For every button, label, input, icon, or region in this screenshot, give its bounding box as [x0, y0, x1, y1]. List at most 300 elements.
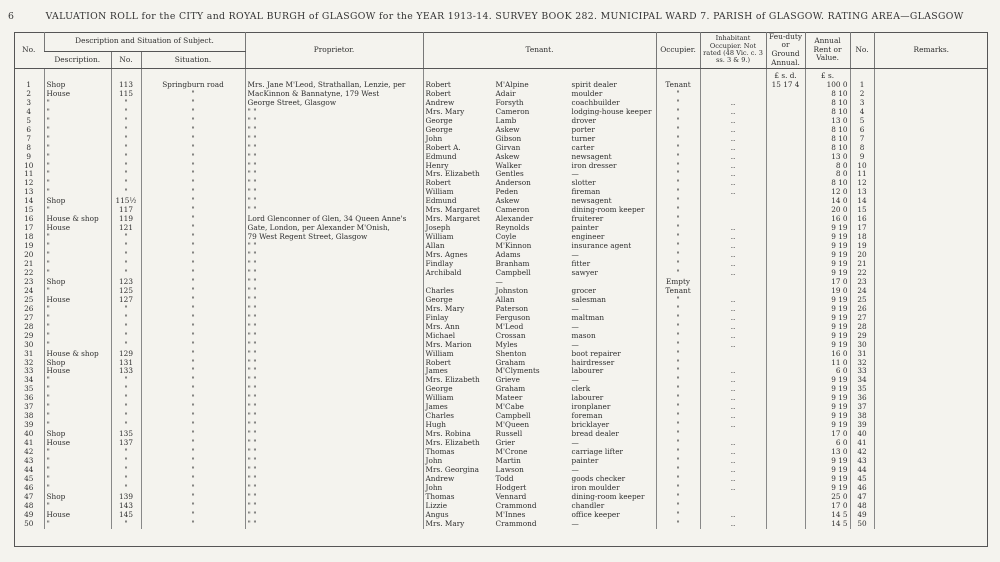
- row-number-right: 37: [850, 403, 874, 412]
- feu-duty-cell: [766, 385, 805, 394]
- remarks-cell: [874, 90, 988, 99]
- row-number-right: 26: [850, 305, 874, 314]
- description-cell: ": [44, 403, 111, 412]
- tenant-cell: [423, 170, 656, 179]
- situation-cell: ": [141, 206, 245, 215]
- house-number-cell: 115: [111, 90, 141, 99]
- occupier-cell: ": [656, 224, 700, 233]
- row-number: 50: [24, 519, 34, 528]
- row-number-right: 34: [850, 376, 874, 385]
- table-row: [14, 278, 988, 287]
- proprietor-cell: " ": [245, 188, 423, 197]
- house-number-cell: 143: [111, 502, 141, 511]
- description-cell: ": [44, 448, 111, 457]
- tenant-forename: Robert: [425, 89, 451, 98]
- proprietor-cell: " ": [245, 170, 423, 179]
- row-number: 36: [24, 394, 34, 403]
- tenant-surname: M'Cabe: [495, 403, 524, 412]
- row-number: 47: [24, 492, 34, 501]
- occupier-cell: ": [656, 439, 700, 448]
- table-row: [14, 242, 988, 251]
- row-number-right: 40: [850, 430, 874, 439]
- inhabitant-cell: ..: [700, 394, 766, 403]
- house-number-cell: ": [111, 260, 141, 269]
- description-cell: ": [44, 179, 111, 188]
- house-number-cell: ": [111, 135, 141, 144]
- col-occupier: Occupier.: [656, 32, 700, 69]
- remarks-cell: [874, 341, 988, 350]
- proprietor-cell: " ": [245, 162, 423, 171]
- inhabitant-cell: ..: [700, 233, 766, 242]
- inhabitant-cell: ..: [700, 135, 766, 144]
- table-row: [14, 99, 988, 108]
- house-number-cell: ": [111, 520, 141, 529]
- situation-cell: ": [141, 350, 245, 359]
- occupier-cell: ": [656, 170, 700, 179]
- situation-cell: Springburn road: [141, 81, 245, 90]
- inhabitant-cell: [700, 502, 766, 511]
- table-row: [14, 126, 988, 135]
- description-cell: Shop: [44, 359, 111, 368]
- occupier-cell: ": [656, 430, 700, 439]
- remarks-cell: [874, 439, 988, 448]
- tenant-surname: M'Queen: [495, 421, 530, 430]
- feu-duty-cell: [766, 188, 805, 197]
- tenant-cell: [423, 251, 656, 260]
- feu-units: £ s. d.: [766, 69, 805, 81]
- table-row: [14, 90, 988, 99]
- table-row: [14, 412, 988, 421]
- proprietor-cell: " ": [245, 403, 423, 412]
- row-number: 14: [24, 197, 34, 206]
- tenant-cell: [423, 126, 656, 135]
- row-number-right: 23: [850, 278, 874, 287]
- table-row: [14, 197, 988, 206]
- table-row: [14, 511, 988, 520]
- inhabitant-cell: ..: [700, 224, 766, 233]
- tenant-cell: [423, 466, 656, 475]
- feu-duty-cell: [766, 484, 805, 493]
- description-cell: Shop: [44, 430, 111, 439]
- situation-cell: ": [141, 242, 245, 251]
- tenant-surname: Todd: [495, 474, 514, 483]
- remarks-cell: [874, 305, 988, 314]
- row-number: 26: [24, 304, 34, 313]
- situation-cell: ": [141, 117, 245, 126]
- proprietor-cell: Mrs. Jane M'Leod, Strathallan, Lenzie, per: [245, 81, 423, 90]
- inhabitant-cell: ..: [700, 314, 766, 323]
- occupier-cell: ": [656, 493, 700, 502]
- tenant-cell: [423, 502, 656, 511]
- feu-duty-cell: [766, 162, 805, 171]
- row-number-right: 1: [850, 81, 874, 90]
- remarks-cell: [874, 251, 988, 260]
- situation-cell: ": [141, 484, 245, 493]
- row-number-right: 9: [850, 153, 874, 162]
- remarks-cell: [874, 430, 988, 439]
- row-number-right: 47: [850, 493, 874, 502]
- inhabitant-cell: ..: [700, 170, 766, 179]
- remarks-cell: [874, 179, 988, 188]
- tenant-occupation: drover: [571, 116, 597, 125]
- row-number-right: 19: [850, 242, 874, 251]
- tenant-occupation: boot repairer: [571, 349, 621, 358]
- tenant-forename: Robert: [425, 179, 451, 188]
- situation-cell: ": [141, 188, 245, 197]
- tenant-occupation: carriage lifter: [571, 448, 624, 457]
- annual-rent-cell: 100 0: [805, 81, 850, 90]
- description-cell: ": [44, 251, 111, 260]
- tenant-occupation: office keeper: [571, 510, 620, 519]
- tenant-occupation: —: [571, 170, 579, 179]
- tenant-cell: [423, 332, 656, 341]
- remarks-cell: [874, 278, 988, 287]
- table-row: [14, 81, 988, 90]
- house-number-cell: ": [111, 305, 141, 314]
- annual-rent-cell: 9 19: [805, 403, 850, 412]
- occupier-cell: ": [656, 412, 700, 421]
- tenant-surname: Vennard: [495, 492, 527, 501]
- tenant-occupation: insurance agent: [571, 242, 632, 251]
- tenant-forename: George: [425, 295, 453, 304]
- annual-rent-cell: 17 0: [805, 502, 850, 511]
- row-number: 19: [24, 242, 34, 251]
- tenant-forename: Mrs. Margaret: [425, 215, 480, 224]
- row-number-right: 29: [850, 332, 874, 341]
- tenant-cell: [423, 511, 656, 520]
- tenant-forename: Mrs. Ann: [425, 322, 460, 331]
- feu-duty-cell: [766, 260, 805, 269]
- situation-cell: ": [141, 323, 245, 332]
- description-cell: ": [44, 287, 111, 296]
- feu-duty-cell: [766, 493, 805, 502]
- row-number-right: 4: [850, 108, 874, 117]
- remarks-cell: [874, 233, 988, 242]
- feu-duty-cell: [766, 475, 805, 484]
- annual-rent-cell: 17 0: [805, 430, 850, 439]
- proprietor-cell: " ": [245, 153, 423, 162]
- table-row: [14, 457, 988, 466]
- inhabitant-cell: ..: [700, 242, 766, 251]
- occupier-cell: ": [656, 162, 700, 171]
- annual-rent-cell: 9 19: [805, 242, 850, 251]
- tenant-cell: [423, 475, 656, 484]
- house-number-cell: ": [111, 314, 141, 323]
- table-row: [14, 394, 988, 403]
- table-row: [14, 466, 988, 475]
- house-number-cell: ": [111, 385, 141, 394]
- situation-cell: ": [141, 359, 245, 368]
- tenant-forename: Charles: [425, 412, 455, 421]
- row-number: 8: [26, 143, 32, 152]
- tenant-occupation: —: [571, 251, 579, 260]
- row-number: 30: [24, 340, 34, 349]
- house-number-cell: 119: [111, 215, 141, 224]
- house-number-cell: ": [111, 233, 141, 242]
- col-annual-rent: Annual Rent or Value.: [805, 32, 850, 69]
- inhabitant-cell: [700, 206, 766, 215]
- tenant-forename: James: [425, 367, 448, 376]
- row-number: 31: [24, 349, 34, 358]
- row-number-right: 33: [850, 367, 874, 376]
- tenant-surname: Martin: [495, 456, 521, 465]
- situation-cell: ": [141, 493, 245, 502]
- remarks-cell: [874, 403, 988, 412]
- tenant-cell: [423, 421, 656, 430]
- occupier-cell: ": [656, 376, 700, 385]
- situation-cell: ": [141, 314, 245, 323]
- tenant-forename: Mrs. Elizabeth: [425, 170, 480, 179]
- proprietor-cell: " ": [245, 135, 423, 144]
- inhabitant-cell: ..: [700, 188, 766, 197]
- inhabitant-cell: ..: [700, 439, 766, 448]
- tenant-forename: Mrs. Elizabeth: [425, 376, 480, 385]
- proprietor-cell: " ": [245, 179, 423, 188]
- occupier-cell: ": [656, 367, 700, 376]
- description-cell: ": [44, 466, 111, 475]
- inhabitant-cell: ..: [700, 251, 766, 260]
- remarks-cell: [874, 188, 988, 197]
- row-number-right: 3: [850, 99, 874, 108]
- row-number-right: 14: [850, 197, 874, 206]
- remarks-cell: [874, 466, 988, 475]
- inhabitant-cell: ..: [700, 99, 766, 108]
- row-number-right: 6: [850, 126, 874, 135]
- feu-duty-cell: [766, 197, 805, 206]
- proprietor-cell: " ": [245, 439, 423, 448]
- feu-duty-cell: [766, 117, 805, 126]
- tenant-occupation: spirit dealer: [571, 80, 617, 89]
- tenant-forename: Mrs. Mary: [425, 304, 465, 313]
- occupier-cell: ": [656, 511, 700, 520]
- row-number-right: 5: [850, 117, 874, 126]
- tenant-forename: Joseph: [425, 224, 451, 233]
- occupier-cell: Empty: [656, 278, 700, 287]
- occupier-cell: ": [656, 90, 700, 99]
- remarks-cell: [874, 126, 988, 135]
- table-row: [14, 206, 988, 215]
- feu-duty-cell: [766, 215, 805, 224]
- tenant-occupation: goods checker: [571, 474, 626, 483]
- table-row: [14, 439, 988, 448]
- tenant-forename: George: [425, 116, 453, 125]
- remarks-cell: [874, 367, 988, 376]
- feu-duty-cell: [766, 287, 805, 296]
- annual-rent-cell: 8 10: [805, 126, 850, 135]
- description-cell: ": [44, 412, 111, 421]
- inhabitant-cell: ..: [700, 412, 766, 421]
- proprietor-cell: " ": [245, 394, 423, 403]
- inhabitant-cell: ..: [700, 260, 766, 269]
- occupier-cell: ": [656, 475, 700, 484]
- row-number: 17: [24, 224, 34, 233]
- situation-cell: ": [141, 278, 245, 287]
- tenant-forename: Charles: [425, 286, 455, 295]
- tenant-occupation: fitter: [571, 260, 591, 269]
- description-cell: Shop: [44, 493, 111, 502]
- situation-cell: ": [141, 162, 245, 171]
- table-row: [14, 367, 988, 376]
- tenant-surname: Graham: [495, 385, 526, 394]
- row-number-right: 7: [850, 135, 874, 144]
- row-number: 21: [24, 260, 34, 269]
- tenant-cell: [423, 179, 656, 188]
- occupier-cell: ": [656, 305, 700, 314]
- annual-rent-cell: 8 10: [805, 135, 850, 144]
- tenant-forename: Hugh: [425, 421, 446, 430]
- house-number-cell: ": [111, 162, 141, 171]
- description-cell: House: [44, 511, 111, 520]
- situation-cell: ": [141, 170, 245, 179]
- remarks-cell: [874, 215, 988, 224]
- tenant-surname: Walker: [495, 161, 522, 170]
- situation-cell: ": [141, 135, 245, 144]
- situation-cell: ": [141, 269, 245, 278]
- description-cell: House & shop: [44, 350, 111, 359]
- table-row: [14, 502, 988, 511]
- row-number: 4: [26, 107, 32, 116]
- feu-duty-cell: [766, 126, 805, 135]
- tenant-cell: [423, 153, 656, 162]
- col-inhabitant-occupier: Inhabitant Occupier. Not rated (48 Vic. c. 3 ss. 3 & 9.): [700, 32, 766, 69]
- inhabitant-cell: [700, 278, 766, 287]
- remarks-cell: [874, 162, 988, 171]
- tenant-forename: Michael: [425, 331, 456, 340]
- occupier-cell: ": [656, 359, 700, 368]
- situation-cell: ": [141, 376, 245, 385]
- feu-duty-cell: [766, 278, 805, 287]
- tenant-cell: [423, 520, 656, 529]
- annual-rent-cell: 14 5: [805, 520, 850, 529]
- inhabitant-cell: ..: [700, 466, 766, 475]
- remarks-cell: [874, 457, 988, 466]
- tenant-forename: George: [425, 125, 453, 134]
- tenant-forename: William: [425, 188, 454, 197]
- annual-rent-cell: 9 19: [805, 376, 850, 385]
- tenant-forename: John: [425, 456, 443, 465]
- tenant-surname: M'Leod: [495, 322, 524, 331]
- feu-duty-cell: [766, 314, 805, 323]
- occupier-cell: ": [656, 323, 700, 332]
- row-number-right: 2: [850, 90, 874, 99]
- tenant-occupation: fruiterer: [571, 215, 604, 224]
- annual-rent-cell: 9 19: [805, 457, 850, 466]
- row-number-right: 32: [850, 359, 874, 368]
- tenant-surname: Coyle: [495, 233, 517, 242]
- remarks-cell: [874, 206, 988, 215]
- situation-cell: ": [141, 520, 245, 529]
- annual-rent-cell: 12 0: [805, 188, 850, 197]
- proprietor-cell: " ": [245, 332, 423, 341]
- row-number-right: 39: [850, 421, 874, 430]
- page-number: 6: [8, 11, 15, 22]
- house-number-cell: 129: [111, 350, 141, 359]
- row-number: 39: [24, 421, 34, 430]
- occupier-cell: ": [656, 296, 700, 305]
- row-number: 20: [24, 251, 34, 260]
- table-row: [14, 359, 988, 368]
- situation-cell: ": [141, 215, 245, 224]
- row-number-right: 22: [850, 269, 874, 278]
- house-number-cell: ": [111, 421, 141, 430]
- table-row: [14, 188, 988, 197]
- tenant-occupation: painter: [571, 224, 599, 233]
- tenant-occupation: porter: [571, 125, 595, 134]
- proprietor-cell: Lord Glenconner of Glen, 34 Queen Anne's: [245, 215, 423, 224]
- occupier-cell: ": [656, 126, 700, 135]
- remarks-cell: [874, 385, 988, 394]
- col-no: No.: [14, 32, 44, 69]
- tenant-cell: [423, 359, 656, 368]
- remarks-cell: [874, 421, 988, 430]
- annual-rent-cell: 8 0: [805, 170, 850, 179]
- house-number-cell: ": [111, 457, 141, 466]
- inhabitant-cell: [700, 287, 766, 296]
- tenant-surname: Gibson: [495, 134, 522, 143]
- feu-duty-cell: [766, 403, 805, 412]
- description-cell: ": [44, 242, 111, 251]
- table-row: [14, 350, 988, 359]
- feu-duty-cell: [766, 305, 805, 314]
- house-number-cell: 121: [111, 224, 141, 233]
- row-number-right: 41: [850, 439, 874, 448]
- tenant-cell: [423, 144, 656, 153]
- situation-cell: ": [141, 108, 245, 117]
- table-row: [14, 376, 988, 385]
- row-number: 16: [24, 215, 34, 224]
- occupier-cell: ": [656, 448, 700, 457]
- description-cell: ": [44, 332, 111, 341]
- inhabitant-cell: ..: [700, 403, 766, 412]
- tenant-surname: Alexander: [495, 215, 534, 224]
- annual-rent-cell: 8 10: [805, 179, 850, 188]
- tenant-forename: Allan: [425, 242, 445, 251]
- house-number-cell: 145: [111, 511, 141, 520]
- proprietor-cell: " ": [245, 511, 423, 520]
- remarks-cell: [874, 448, 988, 457]
- remarks-cell: [874, 260, 988, 269]
- tenant-surname: Paterson: [495, 304, 529, 313]
- description-cell: ": [44, 233, 111, 242]
- tenant-occupation: newsagent: [571, 197, 612, 206]
- table-row: [14, 385, 988, 394]
- annual-rent-cell: 9 19: [805, 305, 850, 314]
- remarks-cell: [874, 135, 988, 144]
- tenant-surname: Myles: [495, 340, 518, 349]
- tenant-surname: Forsyth: [495, 98, 524, 107]
- tenant-surname: Peden: [495, 188, 519, 197]
- tenant-forename: Andrew: [425, 474, 455, 483]
- situation-cell: ": [141, 305, 245, 314]
- situation-cell: ": [141, 421, 245, 430]
- feu-duty-cell: [766, 520, 805, 529]
- tenant-occupation: carter: [571, 143, 595, 152]
- table-row: [14, 117, 988, 126]
- inhabitant-cell: [700, 350, 766, 359]
- remarks-cell: [874, 332, 988, 341]
- house-number-cell: ": [111, 448, 141, 457]
- annual-rent-cell: 9 19: [805, 484, 850, 493]
- tenant-forename: Archibald: [425, 268, 462, 277]
- page-title: VALUATION ROLL for the CITY and ROYAL BURGH of GLASGOW for the YEAR 1913-14. SURVEY BOOK 282. MUNICIPAL WARD 7. PARISH of GLASGOW. RATING AREA—GLASGOW: [45, 11, 964, 22]
- tenant-surname: Reynolds: [495, 224, 530, 233]
- tenant-surname: Askew: [495, 125, 520, 134]
- inhabitant-cell: ..: [700, 484, 766, 493]
- tenant-occupation: painter: [571, 456, 599, 465]
- tenant-occupation: iron dresser: [571, 161, 617, 170]
- annual-rent-cell: 9 19: [805, 475, 850, 484]
- tenant-surname: Crossan: [495, 331, 526, 340]
